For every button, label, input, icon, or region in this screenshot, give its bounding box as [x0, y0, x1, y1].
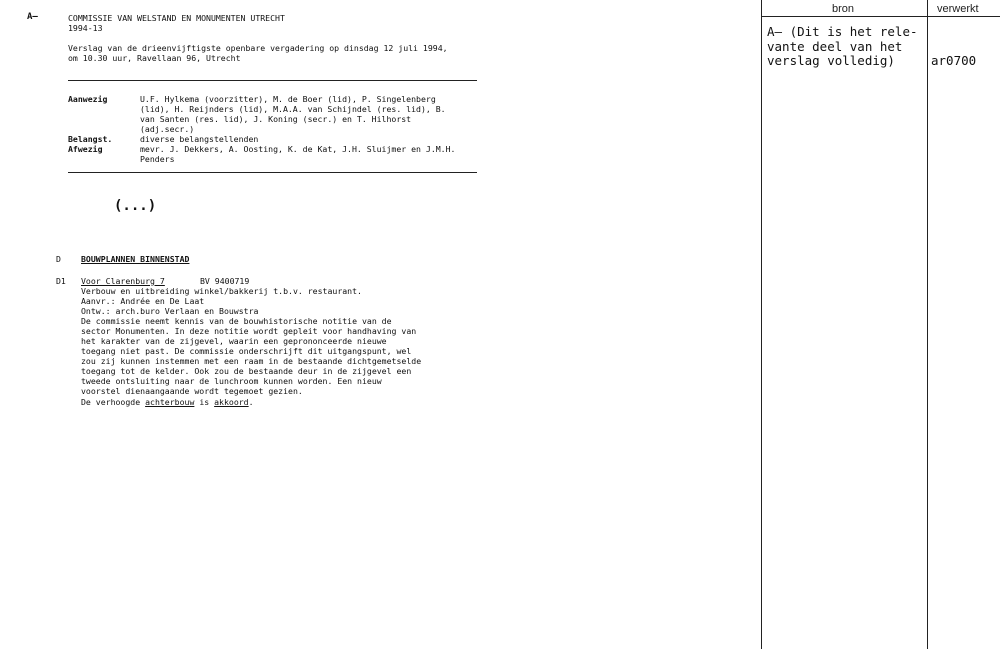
present-label: Aanwezig	[68, 94, 108, 104]
report-line-2: om 10.30 uur, Ravellaan 96, Utrecht	[68, 53, 241, 63]
margin-mark: A—	[27, 12, 38, 22]
conclusion-end: .	[248, 397, 254, 407]
present-line: (lid), H. Reijnders (lid), M.A.A. van Schijndel (res. lid), B.	[140, 104, 446, 114]
item-line: voorstel dienaangaande wordt tegemoet gezien.	[81, 386, 303, 396]
section-title: BOUWPLANNEN BINNENSTAD	[81, 254, 190, 264]
bron-line: vante deel van het	[767, 38, 903, 54]
bron-line: verslag volledig)	[767, 53, 895, 68]
item-line: sector Monumenten. In deze notitie wordt gepleit voor handhaving van	[81, 326, 417, 336]
item-reference: BV 9400719	[200, 276, 250, 286]
absent-line: Penders	[140, 154, 175, 164]
item-line: zou zij kunnen instemmen met een raam in de bestaande dichtgemetselde	[81, 356, 422, 366]
divider-bottom	[68, 172, 477, 173]
item-line: Aanvr.: Andrée en De Laat	[81, 296, 205, 306]
absent-line: mevr. J. Dekkers, A. Oosting, K. de Kat, J.H. Sluijmer en J.M.H.	[140, 144, 456, 154]
verwerkt-value: ar0700	[931, 53, 977, 68]
org-name: COMMISSIE VAN WELSTAND EN MONUMENTEN UTRECHT	[68, 13, 285, 23]
conclusion-approved: akkoord	[214, 397, 249, 407]
bron-line: A— (Dit is het rele-	[767, 24, 918, 39]
table-column-divider	[927, 0, 928, 649]
item-line: Ontw.: arch.buro Verlaan en Bouwstra	[81, 306, 259, 316]
conclusion-middle: is	[194, 397, 215, 407]
interested-label: Belangst.	[68, 134, 113, 144]
report-line-1: Verslag van de drieenvijftigste openbare vergadering op dinsdag 12 juli 1994,	[68, 43, 448, 53]
item-line: Verbouw en uitbreiding winkel/bakkerij t.b.v. restaurant.	[81, 286, 362, 296]
column-header-verwerkt: verwerkt	[937, 3, 979, 15]
divider-top	[68, 80, 477, 81]
present-line: (adj.secr.)	[140, 124, 195, 134]
present-line: van Santen (res. lid), J. Koning (secr.) en T. Hilhorst	[140, 114, 412, 124]
item-line: De commissie neemt kennis van de bouwhistorische notitie van de	[81, 316, 392, 326]
report-number: 1994-13	[68, 23, 103, 33]
absent-label: Afwezig	[68, 144, 103, 154]
table-left-border	[761, 0, 762, 649]
item-line: toegang niet past. De commissie onderschrijft dit uitgangspunt, wel	[81, 346, 412, 356]
item-conclusion	[81, 397, 254, 407]
column-header-bron: bron	[832, 3, 855, 15]
item-line: tweede ontsluiting naar de lunchroom kunnen worden. Een nieuw	[81, 376, 382, 386]
item-line: toegang tot de kelder. Ook zou de bestaande deur in de zijgevel een	[81, 366, 412, 376]
section-letter: D	[56, 254, 61, 264]
item-address: Voor Clarenburg 7	[81, 276, 165, 286]
conclusion-prefix: De verhoogde	[81, 397, 146, 407]
present-line: U.F. Hylkema (voorzitter), M. de Boer (lid), P. Singelenberg	[140, 94, 436, 104]
conclusion-rear-extension: achterbouw	[145, 397, 195, 407]
interested-text: diverse belangstellenden	[140, 134, 259, 144]
item-line: het karakter van de zijgevel, waarin een geprononceerde nieuwe	[81, 336, 387, 346]
omission-mark: (...)	[114, 198, 157, 214]
item-number: D1	[56, 276, 66, 286]
table-header-rule	[761, 16, 1000, 17]
